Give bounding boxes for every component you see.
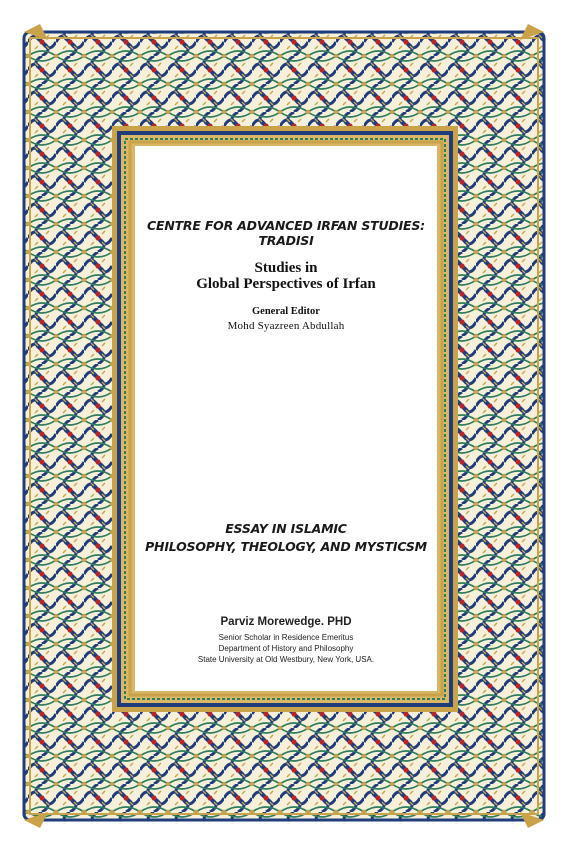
editor-name: Mohd Syazreen Abdullah <box>227 320 345 332</box>
book-title-line-1: ESSAY IN ISLAMIC <box>225 521 347 536</box>
author-name: Parviz Morewedge. PHD <box>220 616 352 628</box>
title-page-panel <box>135 146 437 691</box>
series-institution <box>135 218 437 248</box>
institution-line-1: CENTRE FOR ADVANCED IRFAN STUDIES: <box>147 218 425 233</box>
series-title <box>135 260 437 292</box>
series-title-line-1: Studies in <box>254 260 318 276</box>
author-department: Department of History and Philosophy <box>218 644 354 653</box>
book-title-line-2: PHILOSOPHY, THEOLOGY, AND MYSTICSM <box>145 539 427 554</box>
book-title <box>135 520 437 556</box>
institution-line-2: TRADISI <box>258 233 314 248</box>
editor-label: General Editor <box>252 306 320 317</box>
author-institution: State University at Old Westbury, New York, USA. <box>197 655 375 664</box>
author-position: Senior Scholar in Residence Emeritus <box>218 633 354 642</box>
series-title-line-2: Global Perspectives of Irfan <box>196 276 376 292</box>
